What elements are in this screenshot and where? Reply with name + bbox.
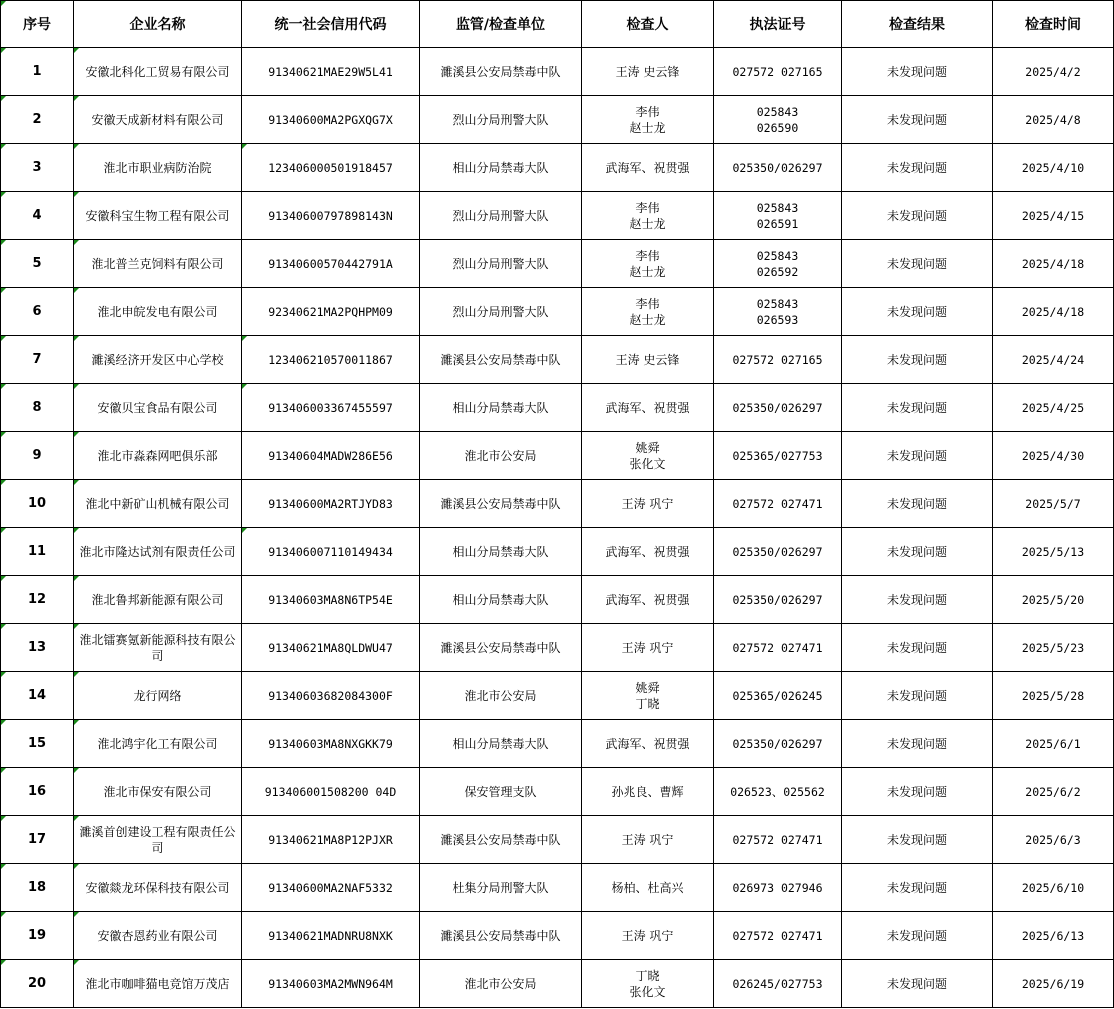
cell-credit-code: 91340600MA2PGXQG7X xyxy=(242,96,420,144)
cell-date: 2025/4/10 xyxy=(993,144,1114,192)
cell-cert-no: 026245/027753 xyxy=(714,960,842,1008)
cell-inspector: 孙兆良、曹辉 xyxy=(582,768,714,816)
cell-index: 20 xyxy=(1,960,74,1008)
cell-company: 淮北镭赛氪新能源科技有限公司 xyxy=(74,624,242,672)
cell-date: 2025/4/15 xyxy=(993,192,1114,240)
cell-credit-code: 913406007110149434 xyxy=(242,528,420,576)
header-index: 序号 xyxy=(1,1,74,48)
table-row xyxy=(1,144,1114,192)
cell-date: 2025/6/3 xyxy=(993,816,1114,864)
cell-company: 淮北市职业病防治院 xyxy=(74,144,242,192)
cell-date: 2025/5/28 xyxy=(993,672,1114,720)
cell-date: 2025/4/8 xyxy=(993,96,1114,144)
cell-unit: 相山分局禁毒大队 xyxy=(420,720,582,768)
table-row xyxy=(1,96,1114,144)
cell-unit: 淮北市公安局 xyxy=(420,672,582,720)
cell-unit: 烈山分局刑警大队 xyxy=(420,192,582,240)
cell-company: 龙行网络 xyxy=(74,672,242,720)
table-row xyxy=(1,288,1114,336)
cell-index: 2 xyxy=(1,96,74,144)
cell-unit: 濉溪县公安局禁毒中队 xyxy=(420,48,582,96)
table-row xyxy=(1,480,1114,528)
cell-index: 19 xyxy=(1,912,74,960)
cell-credit-code: 91340604MADW286E56 xyxy=(242,432,420,480)
cell-date: 2025/4/18 xyxy=(993,288,1114,336)
cell-cert-no: 027572 027165 xyxy=(714,336,842,384)
cell-cert-no: 025350/026297 xyxy=(714,528,842,576)
cell-inspector: 王涛 巩宁 xyxy=(582,816,714,864)
cell-cert-no: 026973 027946 xyxy=(714,864,842,912)
cell-unit: 保安管理支队 xyxy=(420,768,582,816)
cell-cert-no: 025365/027753 xyxy=(714,432,842,480)
cell-credit-code: 91340600MA2RTJYD83 xyxy=(242,480,420,528)
cell-company: 淮北市保安有限公司 xyxy=(74,768,242,816)
cell-credit-code: 91340600797898143N xyxy=(242,192,420,240)
table-row xyxy=(1,960,1114,1008)
cell-inspector: 王涛 史云锋 xyxy=(582,48,714,96)
header-inspector: 检查人 xyxy=(582,1,714,48)
cell-company: 安徽天成新材料有限公司 xyxy=(74,96,242,144)
cell-result: 未发现问题 xyxy=(842,768,993,816)
cell-cert-no: 025350/026297 xyxy=(714,720,842,768)
cell-inspector: 武海军、祝贯强 xyxy=(582,384,714,432)
cell-index: 3 xyxy=(1,144,74,192)
cell-inspector: 王涛 巩宁 xyxy=(582,912,714,960)
cell-credit-code: 91340621MA8QLDWU47 xyxy=(242,624,420,672)
cell-index: 8 xyxy=(1,384,74,432)
header-company: 企业名称 xyxy=(74,1,242,48)
cell-date: 2025/6/13 xyxy=(993,912,1114,960)
cell-company: 安徽燚龙环保科技有限公司 xyxy=(74,864,242,912)
cell-company: 安徽杏恩药业有限公司 xyxy=(74,912,242,960)
cell-index: 7 xyxy=(1,336,74,384)
cell-result: 未发现问题 xyxy=(842,192,993,240)
cell-inspector: 李伟 赵士龙 xyxy=(582,240,714,288)
cell-index: 1 xyxy=(1,48,74,96)
cell-date: 2025/5/20 xyxy=(993,576,1114,624)
table-row xyxy=(1,912,1114,960)
header-row xyxy=(1,1,1114,48)
cell-credit-code: 91340621MAE29W5L41 xyxy=(242,48,420,96)
cell-index: 11 xyxy=(1,528,74,576)
cell-index: 5 xyxy=(1,240,74,288)
table-row xyxy=(1,864,1114,912)
cell-result: 未发现问题 xyxy=(842,912,993,960)
cell-cert-no: 027572 027471 xyxy=(714,912,842,960)
cell-cert-no: 025365/026245 xyxy=(714,672,842,720)
cell-unit: 杜集分局刑警大队 xyxy=(420,864,582,912)
table-row xyxy=(1,240,1114,288)
table-row xyxy=(1,816,1114,864)
table-row xyxy=(1,720,1114,768)
cell-date: 2025/5/23 xyxy=(993,624,1114,672)
cell-company: 安徽科宝生物工程有限公司 xyxy=(74,192,242,240)
cell-cert-no: 027572 027471 xyxy=(714,816,842,864)
cell-company: 淮北市淼森网吧俱乐部 xyxy=(74,432,242,480)
cell-unit: 相山分局禁毒大队 xyxy=(420,576,582,624)
cell-result: 未发现问题 xyxy=(842,144,993,192)
cell-company: 淮北市咖啡猫电竞馆万茂店 xyxy=(74,960,242,1008)
cell-cert-no: 025843 026590 xyxy=(714,96,842,144)
cell-credit-code: 123406000501918457 xyxy=(242,144,420,192)
cell-unit: 烈山分局刑警大队 xyxy=(420,96,582,144)
table-row xyxy=(1,624,1114,672)
cell-result: 未发现问题 xyxy=(842,48,993,96)
cell-cert-no: 025843 026592 xyxy=(714,240,842,288)
cell-index: 17 xyxy=(1,816,74,864)
cell-unit: 濉溪县公安局禁毒中队 xyxy=(420,336,582,384)
table-row xyxy=(1,672,1114,720)
cell-result: 未发现问题 xyxy=(842,672,993,720)
cell-result: 未发现问题 xyxy=(842,480,993,528)
cell-credit-code: 913406001508200 04D xyxy=(242,768,420,816)
cell-result: 未发现问题 xyxy=(842,384,993,432)
cell-result: 未发现问题 xyxy=(842,336,993,384)
cell-index: 9 xyxy=(1,432,74,480)
cell-company: 淮北鲁邦新能源有限公司 xyxy=(74,576,242,624)
cell-index: 13 xyxy=(1,624,74,672)
cell-inspector: 武海军、祝贯强 xyxy=(582,720,714,768)
cell-credit-code: 123406210570011867 xyxy=(242,336,420,384)
cell-result: 未发现问题 xyxy=(842,528,993,576)
cell-inspector: 武海军、祝贯强 xyxy=(582,144,714,192)
cell-inspector: 丁晓 张化文 xyxy=(582,960,714,1008)
cell-company: 安徽贝宝食品有限公司 xyxy=(74,384,242,432)
cell-unit: 濉溪县公安局禁毒中队 xyxy=(420,624,582,672)
cell-date: 2025/4/30 xyxy=(993,432,1114,480)
cell-inspector: 王涛 史云锋 xyxy=(582,336,714,384)
table-row xyxy=(1,576,1114,624)
cell-index: 14 xyxy=(1,672,74,720)
cell-inspector: 李伟 赵士龙 xyxy=(582,96,714,144)
cell-date: 2025/6/2 xyxy=(993,768,1114,816)
cell-credit-code: 92340621MA2PQHPM09 xyxy=(242,288,420,336)
table-row xyxy=(1,336,1114,384)
cell-company: 淮北鸿宇化工有限公司 xyxy=(74,720,242,768)
table-row xyxy=(1,192,1114,240)
cell-company: 濉溪首创建设工程有限责任公司 xyxy=(74,816,242,864)
cell-date: 2025/6/10 xyxy=(993,864,1114,912)
table-row xyxy=(1,528,1114,576)
cell-date: 2025/5/13 xyxy=(993,528,1114,576)
cell-result: 未发现问题 xyxy=(842,720,993,768)
cell-cert-no: 025350/026297 xyxy=(714,384,842,432)
cell-result: 未发现问题 xyxy=(842,624,993,672)
cell-index: 12 xyxy=(1,576,74,624)
cell-result: 未发现问题 xyxy=(842,96,993,144)
cell-cert-no: 027572 027165 xyxy=(714,48,842,96)
cell-date: 2025/6/19 xyxy=(993,960,1114,1008)
cell-company: 淮北普兰克饲料有限公司 xyxy=(74,240,242,288)
cell-index: 18 xyxy=(1,864,74,912)
cell-unit: 烈山分局刑警大队 xyxy=(420,240,582,288)
cell-result: 未发现问题 xyxy=(842,288,993,336)
cell-unit: 濉溪县公安局禁毒中队 xyxy=(420,912,582,960)
cell-cert-no: 025843 026591 xyxy=(714,192,842,240)
cell-cert-no: 026523、025562 xyxy=(714,768,842,816)
cell-date: 2025/6/1 xyxy=(993,720,1114,768)
cell-date: 2025/4/18 xyxy=(993,240,1114,288)
cell-cert-no: 025350/026297 xyxy=(714,144,842,192)
cell-date: 2025/5/7 xyxy=(993,480,1114,528)
cell-index: 6 xyxy=(1,288,74,336)
cell-credit-code: 91340600570442791A xyxy=(242,240,420,288)
cell-cert-no: 027572 027471 xyxy=(714,624,842,672)
cell-credit-code: 913406003367455597 xyxy=(242,384,420,432)
cell-company: 安徽北科化工贸易有限公司 xyxy=(74,48,242,96)
cell-result: 未发现问题 xyxy=(842,864,993,912)
cell-inspector: 姚舜 张化文 xyxy=(582,432,714,480)
cell-credit-code: 91340621MADNRU8NXK xyxy=(242,912,420,960)
table-row xyxy=(1,384,1114,432)
cell-inspector: 姚舜 丁晓 xyxy=(582,672,714,720)
cell-credit-code: 91340603MA8NXGKK79 xyxy=(242,720,420,768)
table-row xyxy=(1,432,1114,480)
cell-result: 未发现问题 xyxy=(842,432,993,480)
header-credit-code: 统一社会信用代码 xyxy=(242,1,420,48)
cell-unit: 相山分局禁毒大队 xyxy=(420,384,582,432)
cell-inspector: 王涛 巩宁 xyxy=(582,624,714,672)
cell-credit-code: 91340603682084300F xyxy=(242,672,420,720)
header-date: 检查时间 xyxy=(993,1,1114,48)
cell-index: 10 xyxy=(1,480,74,528)
cell-index: 4 xyxy=(1,192,74,240)
cell-unit: 相山分局禁毒大队 xyxy=(420,528,582,576)
cell-credit-code: 91340600MA2NAF5332 xyxy=(242,864,420,912)
cell-unit: 淮北市公安局 xyxy=(420,960,582,1008)
header-unit: 监管/检查单位 xyxy=(420,1,582,48)
header-result: 检查结果 xyxy=(842,1,993,48)
cell-inspector: 武海军、祝贯强 xyxy=(582,528,714,576)
cell-result: 未发现问题 xyxy=(842,240,993,288)
cell-unit: 烈山分局刑警大队 xyxy=(420,288,582,336)
cell-unit: 濉溪县公安局禁毒中队 xyxy=(420,816,582,864)
cell-credit-code: 91340621MA8P12PJXR xyxy=(242,816,420,864)
cell-company: 淮北市隆达试剂有限责任公司 xyxy=(74,528,242,576)
cell-index: 16 xyxy=(1,768,74,816)
cell-company: 淮北中新矿山机械有限公司 xyxy=(74,480,242,528)
cell-unit: 濉溪县公安局禁毒中队 xyxy=(420,480,582,528)
cell-credit-code: 91340603MA8N6TP54E xyxy=(242,576,420,624)
cell-inspector: 李伟 赵士龙 xyxy=(582,288,714,336)
cell-result: 未发现问题 xyxy=(842,576,993,624)
cell-unit: 相山分局禁毒大队 xyxy=(420,144,582,192)
cell-result: 未发现问题 xyxy=(842,960,993,1008)
cell-cert-no: 027572 027471 xyxy=(714,480,842,528)
cell-inspector: 杨柏、杜高兴 xyxy=(582,864,714,912)
cell-cert-no: 025350/026297 xyxy=(714,576,842,624)
cell-date: 2025/4/24 xyxy=(993,336,1114,384)
cell-inspector: 李伟 赵士龙 xyxy=(582,192,714,240)
cell-index: 15 xyxy=(1,720,74,768)
table-row xyxy=(1,768,1114,816)
cell-inspector: 王涛 巩宁 xyxy=(582,480,714,528)
cell-cert-no: 025843 026593 xyxy=(714,288,842,336)
cell-company: 濉溪经济开发区中心学校 xyxy=(74,336,242,384)
cell-unit: 淮北市公安局 xyxy=(420,432,582,480)
header-cert-no: 执法证号 xyxy=(714,1,842,48)
table-row xyxy=(1,48,1114,96)
cell-date: 2025/4/2 xyxy=(993,48,1114,96)
cell-result: 未发现问题 xyxy=(842,816,993,864)
cell-date: 2025/4/25 xyxy=(993,384,1114,432)
cell-credit-code: 91340603MA2MWN964M xyxy=(242,960,420,1008)
cell-inspector: 武海军、祝贯强 xyxy=(582,576,714,624)
cell-company: 淮北申皖发电有限公司 xyxy=(74,288,242,336)
